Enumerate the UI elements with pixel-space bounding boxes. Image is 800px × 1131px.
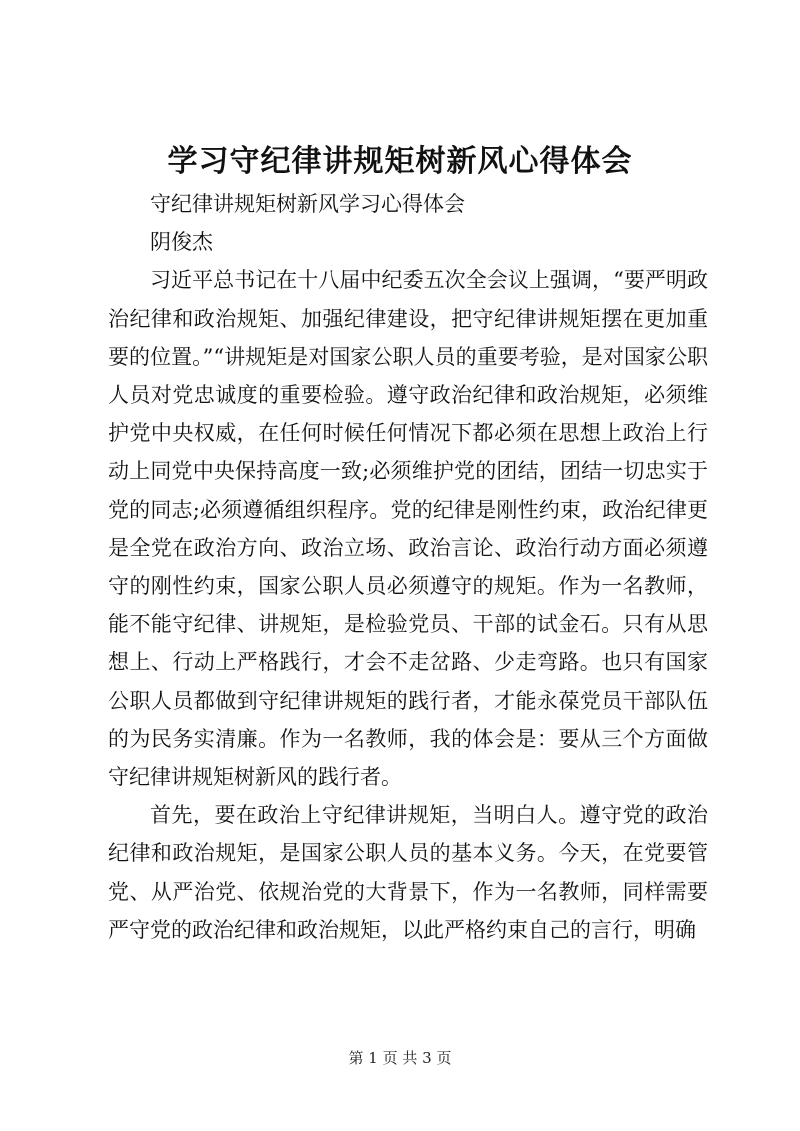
- paragraph-1: 习近平总书记在十八届中纪委五次全会议上强调，“要严明政治纪律和政治规矩、加强纪律建设，把守纪律讲规矩摆在更加重要的位置。”“讲规矩是对国家公职人员的重要考验，是对国家公职人员对党忠诚度的重要检验。遵守政治纪律和政治规矩，必须维护党中央权威，在任何时候任何情况下都必须在思想上政治上行动上同党中央保持高度一致;必须维护党的团结，团结一切忠实于党的同志;必须遵循组织程序。党的纪律是刚性约束，政治纪律更是全党在政治方向、政治立场、政治言论、政治行动方面必须遵守的刚性约束，国家公职人员必须遵守的规矩。作为一名教师，能不能守纪律、讲规矩，是检验党员、干部的试金石。只有从思想上、行动上严格践行，才会不走岔路、少走弯路。也只有国家公职人员都做到守纪律讲规矩的践行者，才能永葆党员干部队伍的为民务实清廉。作为一名教师，我的体会是：要从三个方面做守纪律讲规矩树新风的践行者。: [108, 268, 708, 790]
- document-title: 学习守纪律讲规矩树新风心得体会: [167, 144, 633, 179]
- document-body: [108, 185, 708, 949]
- document-author: 阴俊杰: [150, 230, 213, 255]
- document-subtitle: 守纪律讲规矩树新风学习心得体会: [150, 192, 465, 216]
- paragraph-2: 首先，要在政治上守纪律讲规矩，当明白人。遵守党的政治纪律和政治规矩，是国家公职人员的基本义务。今天，在党要管党、从严治党、依规治党的大背景下，作为一名教师，同样需要严守党的政治纪律和政治规矩，以此严格约束自己的言行，明确: [108, 803, 708, 942]
- page-indicator: 第 1 页 共 3 页: [348, 1049, 452, 1067]
